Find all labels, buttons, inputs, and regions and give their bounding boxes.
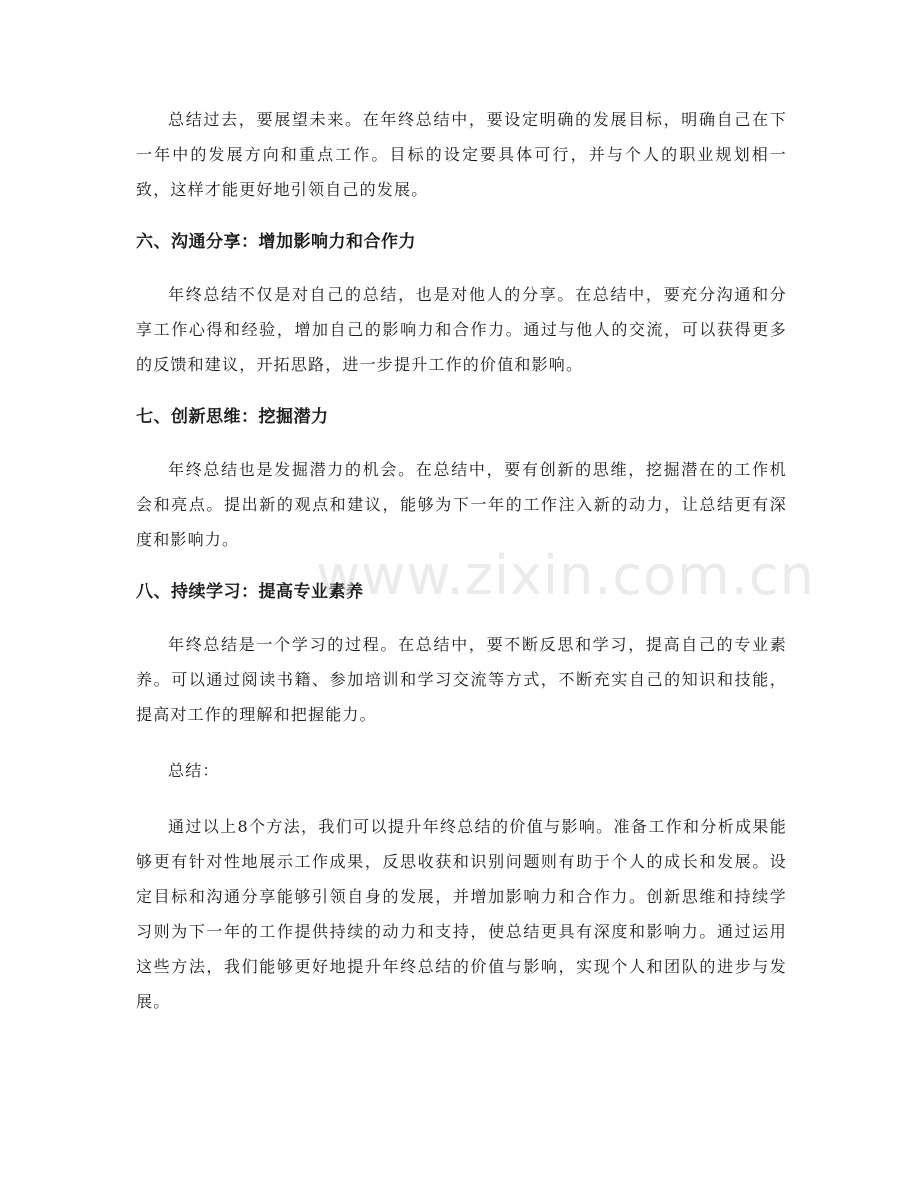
spacer xyxy=(136,788,787,809)
section-7-body: 年终总结也是发掘潜力的机会。在总结中，要有创新的思维，挖掘潜在的工作机会和亮点。提出新的观点和建议，能够为下一年的工作注入新的动力，让总结更有深度和影响力。 xyxy=(136,460,787,549)
section-8-heading: 八、持续学习：提高专业素养 xyxy=(136,582,364,602)
spacer xyxy=(136,207,787,227)
spacer xyxy=(136,382,787,402)
section-6-heading: 六、沟通分享：增加影响力和合作力 xyxy=(136,232,416,252)
spacer xyxy=(136,432,787,452)
intro-paragraph: 总结过去，要展望未来。在年终总结中，要设定明确的发展目标，明确自己在下一年中的发展方向和重点工作。目标的设定要具体可行，并与个人的职业规划相一致，这样才能更好地引领自己的发展。 xyxy=(136,110,787,199)
spacer xyxy=(136,732,787,753)
spacer xyxy=(136,607,787,627)
section-7-heading: 七、创新思维：挖掘潜力 xyxy=(136,407,329,427)
summary-label: 总结： xyxy=(168,761,220,780)
spacer xyxy=(136,257,787,277)
summary-body: 通过以上8个方法，我们可以提升年终总结的价值与影响。准备工作和分析成果能够更有针对性地展示工作成果，反思收获和识别问题则有助于个人的成长和发展。设定目标和沟通分享能够引领自身的发展，并增加影响力和合作力。创新思维和持续学习则为下一年的工作提供持续的动力和支持，使总结更具有深度和影响力。通过运用这些方法，我们能够更好地提升年终总结的价值与影响，实现个人和团队的进步与发展。 xyxy=(136,817,787,1011)
section-6-body: 年终总结不仅是对自己的总结，也是对他人的分享。在总结中，要充分沟通和分享工作心得和经验，增加自己的影响力和合作力。通过与他人的交流，可以获得更多的反馈和建议，开拓思路，进一步提升工作的价值和影响。 xyxy=(136,285,787,374)
section-8-body: 年终总结是一个学习的过程。在总结中，要不断反思和学习，提高自己的专业素养。可以通过阅读书籍、参加培训和学习交流等方式，不断充实自己的知识和技能，提高对工作的理解和把握能力。 xyxy=(136,635,787,724)
watermark-text: www.zixin.com.cn xyxy=(316,544,815,607)
